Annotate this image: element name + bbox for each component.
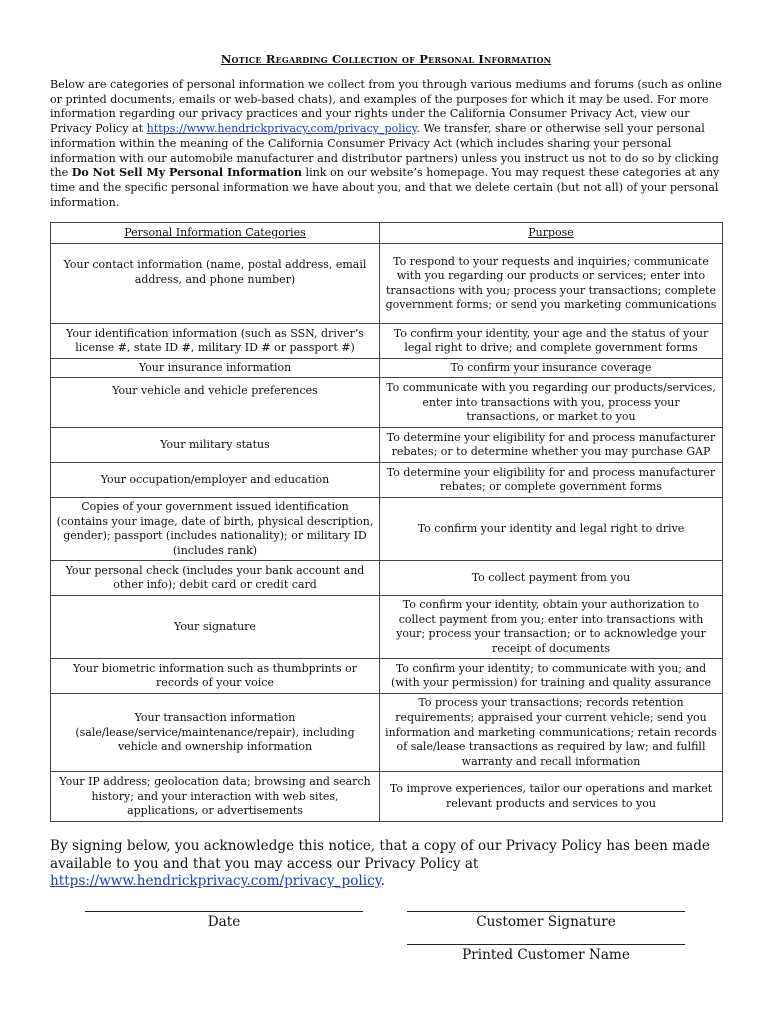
do-not-sell-label: Do Not Sell My Personal Information xyxy=(71,166,302,180)
acknowledgement-paragraph xyxy=(50,838,722,891)
ack-end: . xyxy=(380,873,385,890)
purpose-cell: To determine your eligibility for and process manufacturer rebates; or to determine whether you may purchase GAP xyxy=(380,428,723,463)
table-row xyxy=(51,694,723,772)
category-cell: Your vehicle and vehicle preferences xyxy=(51,378,380,428)
privacy-policy-link-2[interactable]: https://www.hendrickprivacy.com/privacy_policy xyxy=(50,873,381,890)
intro-text-3: link on our website’s homepage. You may request these categories at any time and the specific personal information we have about you, and that we delete certain (but not all) of your personal information. xyxy=(50,166,720,209)
purpose-cell: To communicate with you regarding our products/services, enter into transactions with you, process your transactions, or market to you xyxy=(380,378,723,428)
purpose-cell: To improve experiences, tailor our operations and market relevant products and services to you xyxy=(380,772,723,822)
table-row xyxy=(51,561,723,596)
purpose-cell: To confirm your identity, obtain your authorization to collect payment from you; enter into transactions with your; process your transaction; or to acknowledge your receipt of documents xyxy=(380,596,723,659)
table-row xyxy=(51,378,723,428)
purpose-cell: To confirm your insurance coverage xyxy=(380,359,723,378)
table-row xyxy=(51,359,723,378)
printed-name-label: Printed Customer Name xyxy=(462,947,630,963)
category-cell: Your military status xyxy=(51,428,380,463)
category-cell: Copies of your government issued identification (contains your image, date of birth, physical description, gender); passport (includes nationality); or military ID (includes rank) xyxy=(51,498,380,561)
purpose-cell: To confirm your identity; to communicate with you; and (with your permission) for training and quality assurance xyxy=(380,659,723,694)
intro-text-2: . We transfer, share or otherwise sell your personal information within the meaning of the California Consumer Privacy Act (which includes sharing your personal information with our automobile manufacturer and distributor partners) unless you instruct us not to do so by clicking the xyxy=(50,122,719,180)
purpose-cell: To determine your eligibility for and process manufacturer rebates; or complete government forms xyxy=(380,463,723,498)
category-cell: Your biometric information such as thumbprints or records of your voice xyxy=(51,659,380,694)
table-row xyxy=(51,596,723,659)
table-row xyxy=(51,428,723,463)
purpose-cell: To confirm your identity, your age and the status of your legal right to drive; and complete government forms xyxy=(380,324,723,359)
category-cell: Your signature xyxy=(51,596,380,659)
category-cell: Your contact information (name, postal address, email address, and phone number) xyxy=(51,244,380,324)
date-signature-block xyxy=(85,911,363,930)
category-cell: Your IP address; geolocation data; browsing and search history; and your interaction with web sites, applications, or advertisements xyxy=(51,772,380,822)
customer-signature-block xyxy=(407,911,685,930)
purpose-cell: To confirm your identity and legal right to drive xyxy=(380,498,723,561)
privacy-policy-link[interactable]: https://www.hendrickprivacy.com/privacy_policy xyxy=(146,122,417,136)
table-row xyxy=(51,498,723,561)
intro-text-1: Below are categories of personal information we collect from you through various mediums and forums (such as online or printed documents, emails or web-based chats), and examples of the purposes for which it may be used. For more information regarding our privacy practices and your rights under the California Consumer Privacy Act, view our Privacy Policy at xyxy=(50,78,722,136)
category-cell: Your transaction information (sale/lease/service/maintenance/repair), including vehicle and ownership information xyxy=(51,694,380,772)
category-cell: Your personal check (includes your bank account and other info); debit card or credit card xyxy=(51,561,380,596)
printed-name-line[interactable] xyxy=(407,944,685,945)
category-cell: Your occupation/employer and education xyxy=(51,463,380,498)
category-cell: Your insurance information xyxy=(51,359,380,378)
customer-signature-line[interactable] xyxy=(407,911,685,912)
purpose-cell: To collect payment from you xyxy=(380,561,723,596)
table-row xyxy=(51,324,723,359)
page-title: Notice Regarding Collection of Personal Information xyxy=(220,52,552,66)
printed-name-block xyxy=(407,944,685,963)
customer-signature-label: Customer Signature xyxy=(476,914,616,930)
header-purpose: Purpose xyxy=(380,223,723,244)
purpose-cell: To process your transactions; records retention requirements; appraised your current vehicle; send you information and marketing communications; retain records of sale/lease transactions as required by law; and fulfill warranty and recall information xyxy=(380,694,723,772)
table-header-row xyxy=(51,223,723,244)
table-row xyxy=(51,772,723,822)
table-row xyxy=(51,659,723,694)
category-cell: Your identification information (such as SSN, driver’s license #, state ID #, military ID # or passport #) xyxy=(51,324,380,359)
notice-page xyxy=(50,52,722,891)
table-row xyxy=(51,463,723,498)
categories-table xyxy=(50,222,723,822)
ack-text: By signing below, you acknowledge this notice, that a copy of our Privacy Policy has been made available to you and that you may access our Privacy Policy at xyxy=(50,838,710,872)
table-row xyxy=(51,244,723,324)
header-categories: Personal Information Categories xyxy=(51,223,380,244)
intro-paragraph xyxy=(50,78,722,210)
purpose-cell: To respond to your requests and inquiries; communicate with you regarding our products or services; enter into transactions with you; process your transactions; complete government forms; or send you marketing communications xyxy=(380,244,723,324)
date-line[interactable] xyxy=(85,911,363,912)
date-label: Date xyxy=(207,914,241,930)
